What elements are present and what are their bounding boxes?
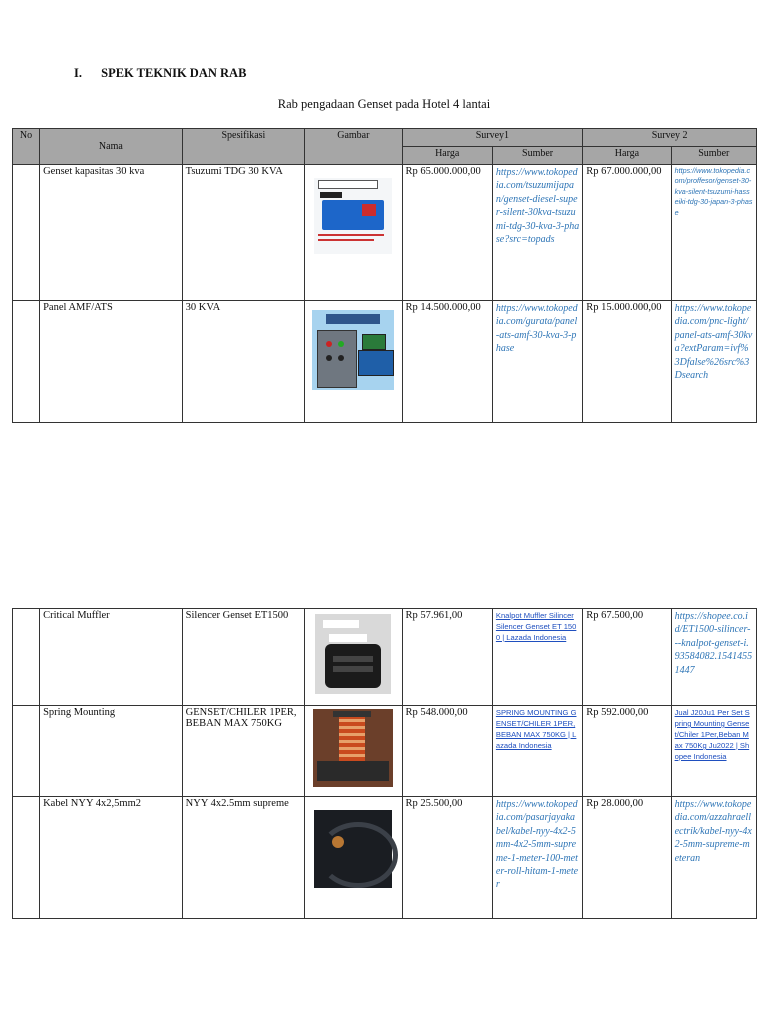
generator-image [314, 178, 392, 254]
header-no: No [13, 129, 40, 165]
source-link-1[interactable]: Knalpot Muffler Silincer Silencer Genset ET 1500 | Lazada Indonesia [492, 609, 582, 706]
table-row [13, 301, 757, 423]
cell-gambar [305, 797, 402, 919]
cell-harga-1: Rp 65.000.000,00 [402, 165, 492, 301]
spring-mount-image [313, 709, 393, 787]
cell-harga-2: Rp 67.000.000,00 [583, 165, 671, 301]
cell-spesifikasi: GENSET/CHILER 1PER, BEBAN MAX 750KG [182, 706, 304, 797]
source-link-2[interactable]: Jual J20Ju1 Per Set Spring Mounting Genset/Chiler 1Per,Beban Max 750Kg Ju2022 | Shopee Indonesia [671, 706, 756, 797]
cell-harga-1: Rp 25.500,00 [402, 797, 492, 919]
cell-nama: Genset kapasitas 30 kva [40, 165, 183, 301]
muffler-image [315, 614, 391, 694]
source-link-1[interactable]: SPRING MOUNTING GENSET/CHILER 1PER, BEBAN MAX 750KG | Lazada Indonesia [492, 706, 582, 797]
cell-gambar [305, 609, 402, 706]
source-link-1[interactable]: https://www.tokopedia.com/pasarjayakabel/kabel-nyy-4x2-5mm-4x2-5mm-supreme-1-meter-100-meter-roll-hitam-1-meter [492, 797, 582, 919]
cell-nama: Panel AMF/ATS [40, 301, 183, 423]
source-link-2[interactable]: https://shopee.co.id/ET1500-silincer---knalpot-genset-i.93584082.15414551447 [671, 609, 756, 706]
cable-image [314, 810, 392, 888]
cell-spesifikasi: Silencer Genset ET1500 [182, 609, 304, 706]
cell-harga-1: Rp 57.961,00 [402, 609, 492, 706]
table-row [13, 165, 757, 301]
rab-table-page-1 [12, 128, 757, 423]
cell-gambar [305, 165, 402, 301]
cell-harga-1: Rp 14.500.000,00 [402, 301, 492, 423]
cell-nama: Kabel NYY 4x2,5mm2 [40, 797, 183, 919]
cell-harga-2: Rp 15.000.000,00 [583, 301, 671, 423]
cell-spesifikasi: Tsuzumi TDG 30 KVA [182, 165, 304, 301]
cell-nama: Spring Mounting [40, 706, 183, 797]
cell-harga-1: Rp 548.000,00 [402, 706, 492, 797]
header-gambar: Gambar [305, 129, 402, 165]
source-link-1[interactable]: https://www.tokopedia.com/tsuzumijapan/genset-diesel-super-silent-30kva-tsuzumi-tdg-30-kva-3-phase?src=topads [492, 165, 582, 301]
cell-harga-2: Rp 28.000,00 [583, 797, 671, 919]
header-harga-1: Harga [402, 147, 492, 165]
source-link-2[interactable]: https://www.tokopedia.com/pnc-light/panel-ats-amf-30kva?extParam=ivf%3Dfalse%26src%3Dsearch [671, 301, 756, 423]
table-caption: Rab pengadaan Genset pada Hotel 4 lantai [277, 97, 491, 111]
source-link-2[interactable]: https://www.tokopedia.com/proffesor/genset-30-kva-silent-tsuzumi-hasseiki-tdg-30-japan-3-phase [671, 165, 756, 301]
cell-no [13, 165, 40, 301]
cell-harga-2: Rp 592.000,00 [583, 706, 671, 797]
section-heading [74, 66, 246, 81]
cell-no [13, 609, 40, 706]
cell-spesifikasi: NYY 4x2.5mm supreme [182, 797, 304, 919]
header-survey1: Survey1 [402, 129, 583, 147]
source-link-1[interactable]: https://www.tokopedia.com/gurata/panel-ats-amf-30-kva-3-phase [492, 301, 582, 423]
header-nama: Nama [40, 129, 183, 165]
table-row [13, 609, 757, 706]
table-row [13, 706, 757, 797]
ats-panel-image [312, 310, 394, 390]
cell-no [13, 797, 40, 919]
rab-table-page-2 [12, 608, 757, 919]
header-sumber-2: Sumber [671, 147, 756, 165]
section-number: I. [74, 66, 82, 80]
cell-no [13, 706, 40, 797]
cell-no [13, 301, 40, 423]
cell-spesifikasi: 30 KVA [182, 301, 304, 423]
cell-nama: Critical Muffler [40, 609, 183, 706]
cell-harga-2: Rp 67.500,00 [583, 609, 671, 706]
source-link-2[interactable]: https://www.tokopedia.com/azzahraellectrik/kabel-nyy-4x2-5mm-supreme-meteran [671, 797, 756, 919]
table-row [13, 797, 757, 919]
header-sumber-1: Sumber [492, 147, 582, 165]
cell-gambar [305, 301, 402, 423]
section-title: SPEK TEKNIK DAN RAB [101, 66, 247, 80]
cell-gambar [305, 706, 402, 797]
header-harga-2: Harga [583, 147, 671, 165]
header-spesifikasi: Spesifikasi [182, 129, 304, 165]
header-survey2: Survey 2 [583, 129, 757, 147]
